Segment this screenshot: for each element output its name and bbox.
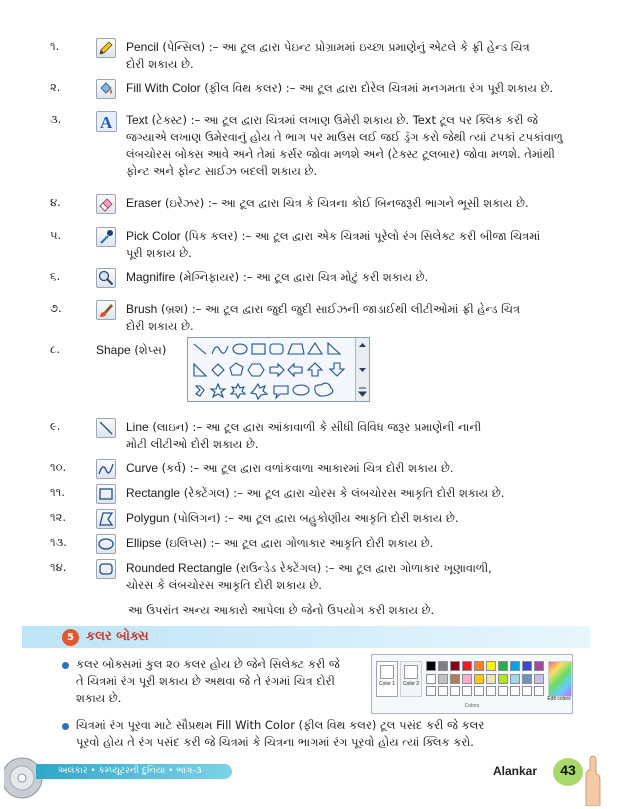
item-body-line2: મોટી લીટીઓ દોરી શકાય છે. (126, 437, 259, 451)
edit-colors-label: Edit colors (547, 696, 571, 702)
color-swatch[interactable] (522, 661, 532, 671)
closing-text: આ ઉપરાંત અન્ય આકારો આપેલા છે જેનો ઉપયોગ કરી શકાય છે. (128, 603, 435, 617)
item-number: ૯. (50, 419, 61, 433)
shapes-gallery-icons (188, 338, 356, 401)
tool-item-eraser (50, 194, 610, 216)
color-swatch[interactable] (474, 686, 484, 696)
item-body: (રેક્ટેંગલ) :– આ ટૂલ દ્વારા ચોરસ કે લંબચોરસ આકૃતિ દોરી શકાય છે. (180, 486, 505, 500)
item-title: Rounded Rectangle (126, 561, 233, 575)
tool-item-polygon (50, 509, 610, 531)
footer-series-bar (36, 764, 232, 779)
item-body: (લાઇન) :– આ ટૂલ દ્વારા આંકાવાળી કે સીધી વિવિધ જરૂર પ્રમાણેની નાની (148, 420, 482, 434)
color2-swatch (404, 665, 418, 679)
item-title: Eraser (126, 196, 162, 210)
item-number: ૧૪. (50, 560, 67, 574)
tool-item-brush (50, 300, 610, 336)
item-body: (મેગ્નિફાયર) :– આ ટૂલ દ્વારા ચિત્ર મોટું કરી શકાય છે. (175, 270, 429, 284)
item-text (126, 269, 606, 286)
item-title: Brush (126, 302, 158, 316)
edit-colors-button[interactable] (548, 661, 572, 697)
color-swatch[interactable] (474, 674, 484, 684)
tool-item-pencil (50, 38, 610, 74)
polygon-icon (96, 509, 116, 529)
item-title: Polygun (126, 511, 170, 525)
color2-label: Color 2 (402, 681, 420, 687)
color-swatch[interactable] (522, 686, 532, 696)
item-number: ૭. (50, 301, 62, 315)
hand-pointer-icon (580, 754, 602, 806)
item-body-line2: જગ્યાએ લખાણ ઉમેરવાનું હોય તે ભાગ પર માઉસ લઈ જઈ ડ્રૅગ કરો જેથી ત્યાં ટપકાં ટપકાંવાળુ (126, 130, 563, 144)
item-body-line2: પૂરી શકાય છે. (126, 246, 192, 260)
eraser-icon (96, 194, 116, 214)
bullet-line: તે ચિત્રમાં રંગ પૂરી શકાય છે અથવા જે તે રંગમાં ચિત્ર દોરી (76, 674, 335, 688)
color-swatch[interactable] (498, 686, 508, 696)
item-body: (ટેક્સ્ટ) :– આ ટૂલ દ્વારા ચિત્રમાં લખાણ ઉમેરી શકાય છે. Text ટૂલ પર ક્લિક કરી જે (148, 113, 538, 127)
magnifier-icon (96, 268, 116, 288)
bullet-paragraph-2 (76, 717, 596, 751)
color-swatch[interactable] (426, 686, 436, 696)
brand-logo: Alankar (493, 764, 538, 778)
color-swatch[interactable] (426, 661, 436, 671)
item-body-line2: દોરી શકાય છે. (126, 57, 194, 71)
item-text (126, 195, 606, 212)
bullet-paragraph-1 (76, 656, 366, 707)
item-text (126, 560, 606, 594)
color-swatch[interactable] (450, 661, 460, 671)
item-title: Fill With Color (126, 81, 201, 95)
color-swatch[interactable] (438, 686, 448, 696)
bullet-line: શકાય છે. (76, 691, 122, 705)
item-number: ૧૩. (50, 535, 67, 549)
item-body-line4: ફોન્ટ અને ફોન્ટ સાઈઝ બદલી શકાય છે. (126, 164, 318, 178)
bullet-line: કલર બોક્સમાં કુલ ૨૦ કલર હોય છે જેને સિલેક્ટ કરી જે (76, 657, 340, 671)
color-swatch[interactable] (510, 674, 520, 684)
colors-group-label: Colors (464, 703, 480, 709)
item-body: (રાઉન્ડેડ રેક્ટેંગલ) :– આ ટૂલ દ્વારા ગોળાકાર ખૂણાવાળી, (232, 561, 492, 575)
bullet-dot-icon (62, 662, 69, 669)
scroll-arrows-icon (356, 338, 369, 401)
bullet-line: ચિત્રમાં રંગ પૂરવા માટે સૌપ્રથમ Fill With Color (ફીલ વિથ કલર) ટૂલ પસંદ કરી જે કલર (76, 718, 485, 732)
item-text (126, 301, 606, 335)
item-number: ૧. (50, 39, 60, 53)
color-swatch[interactable] (534, 674, 544, 684)
color-swatch[interactable] (510, 686, 520, 696)
tool-item-rectangle (50, 484, 610, 506)
bullet-line: પૂરવો હોય તે રંગ પસંદ કરી જે ચિત્રમાં કે ચિત્રના ભાગમાં રંગ પૂરવો હોય ત્યાં ક્લિક કરો. (76, 735, 474, 749)
item-number: ૪. (50, 195, 61, 209)
item-number: ૫. (50, 228, 62, 242)
item-title: Pencil (126, 40, 159, 54)
item-body: (પેન્સિલ) :– આ ટૂલ દ્વારા પેઇન્ટ પ્રોગ્રામમાં ઇચ્છા પ્રમાણેનું એટલે કે ફ્રી હેન્ડ ચિત્ર (158, 40, 530, 54)
rectangle-icon (96, 484, 116, 504)
color-swatch[interactable] (510, 661, 520, 671)
tool-item-ellipse (50, 534, 610, 556)
color-swatch[interactable] (450, 674, 460, 684)
color-picker-icon (96, 227, 116, 247)
item-body: (ઇલિપ્સ) :– આ ટૂલ દ્વારા ગોળાકાર આકૃતિ દોરી શકાય છે. (161, 536, 434, 550)
item-text (126, 112, 606, 180)
item-body: (પિક કલર) :– આ ટૂલ દ્વારા એક ચિત્રમાં પૂરેલો રંગ સિલેક્ટ કરી બીજા ચિત્રમાં (180, 229, 541, 243)
section-number: 5 (62, 629, 79, 646)
page-number: 43 (560, 762, 576, 778)
footer-series-text: અલંકાર • કમ્પ્યૂટરની દુનિયા • ભાગ-૩ (58, 766, 202, 776)
color-swatch[interactable] (486, 661, 496, 671)
item-title: Rectangle (126, 486, 181, 500)
item-title: Text (126, 113, 149, 127)
item-body: (પોલિગન) :– આ ટૂલ દ્વારા બહુકોણીય આકૃતિ દોરી શકાય છે. (169, 511, 459, 525)
item-title: Shape (96, 343, 131, 357)
item-body-line3: લંબચોરસ બોક્સ આવે અને તેમાં કર્સર જોવા મળશે અને (ટેક્સ્ટ ટૂલબાર) જોવા મળશે. તેમાંથી (126, 147, 555, 161)
item-number: ૧૨. (50, 510, 67, 524)
item-body: (બ્રશ) :– આ ટૂલ દ્વારા જુદી જુદી સાઈઝની જાડાઈથી લીટીઓમાં ફ્રી હેન્ડ ચિત્ર (157, 302, 521, 316)
svg-text:A: A (100, 113, 113, 131)
item-body-line2: ચોરસ કે લંબચોરસ આકૃતિ દોરી શકાય છે. (126, 578, 322, 592)
item-title: Curve (126, 461, 159, 475)
item-body: (ઇરેઝર) :– આ ટૂલ દ્વારા ચિત્ર કે ચિત્રના કોઈ બિનજરૂરી ભાગને ભૂસી શકાય છે. (161, 196, 529, 210)
item-text (126, 510, 606, 527)
brush-icon (96, 300, 116, 320)
item-body: (કર્વ) :– આ ટૂલ દ્વારા વળાંકવાળા આકારમાં ચિત્ર દોરી શકાય છે. (158, 461, 454, 475)
color-swatch[interactable] (486, 674, 496, 684)
color-swatch[interactable] (486, 686, 496, 696)
pencil-icon (96, 38, 116, 58)
color1-button[interactable] (376, 661, 398, 697)
item-text (126, 228, 606, 262)
item-body: (ફીલ વિથ કલર) :– આ ટૂલ દ્વારા દોરેલ ચિત્રમાં મનગમતા રંગ પૂરી શકાય છે. (200, 81, 554, 95)
color-swatch[interactable] (498, 674, 508, 684)
color-swatch[interactable] (462, 661, 472, 671)
item-title: Line (126, 420, 149, 434)
item-number: ૩. (50, 112, 62, 126)
item-title: Magnifire (126, 270, 176, 284)
item-text (126, 485, 606, 502)
item-text (126, 419, 606, 453)
item-title: Pick Color (126, 229, 181, 243)
item-title: Ellipse (126, 536, 162, 550)
fill-bucket-icon (96, 79, 116, 99)
tool-item-fill (50, 79, 610, 101)
item-number: ૧૦. (50, 460, 67, 474)
shapes-gallery[interactable] (187, 337, 370, 402)
color1-swatch (380, 665, 394, 679)
color-swatch[interactable] (450, 686, 460, 696)
color-swatch[interactable] (426, 674, 436, 684)
tool-item-curve (50, 459, 610, 481)
color-swatch[interactable] (522, 674, 532, 684)
color-swatch[interactable] (534, 686, 544, 696)
tool-item-text (50, 111, 610, 181)
item-number: ૧૧. (50, 485, 65, 499)
item-body: (શેપ્સ) (130, 343, 167, 357)
item-text (126, 460, 606, 477)
tool-item-line (50, 418, 610, 454)
item-number: ૬. (50, 269, 61, 283)
color-swatch[interactable] (474, 661, 484, 671)
rounded-rectangle-icon (96, 559, 116, 579)
color-swatch[interactable] (438, 661, 448, 671)
text-icon (96, 111, 117, 132)
tool-item-pick-color (50, 227, 610, 263)
color-swatch[interactable] (462, 674, 472, 684)
bullet-dot-icon (62, 723, 69, 730)
color-swatch[interactable] (534, 661, 544, 671)
section-title: કલર બોક્સ (86, 629, 149, 644)
tool-item-rounded-rectangle (50, 559, 610, 595)
curve-icon (96, 459, 116, 479)
item-text (126, 80, 606, 97)
tool-item-magnifier (50, 268, 610, 290)
line-icon (96, 418, 116, 438)
color2-button[interactable] (400, 661, 422, 697)
item-body-line2: દોરી શકાય છે. (126, 319, 194, 333)
ellipse-icon (96, 534, 116, 554)
item-number: ૨. (50, 80, 61, 94)
color-palette (371, 654, 573, 714)
color-swatch-grid[interactable] (426, 661, 544, 697)
color-swatch[interactable] (438, 674, 448, 684)
color-swatch[interactable] (498, 661, 508, 671)
item-text (126, 535, 606, 552)
color1-label: Color 1 (378, 681, 396, 687)
item-number: ૮. (50, 342, 60, 356)
gallery-scrollbar[interactable] (355, 338, 369, 401)
color-swatch[interactable] (462, 686, 472, 696)
item-text (126, 39, 606, 73)
